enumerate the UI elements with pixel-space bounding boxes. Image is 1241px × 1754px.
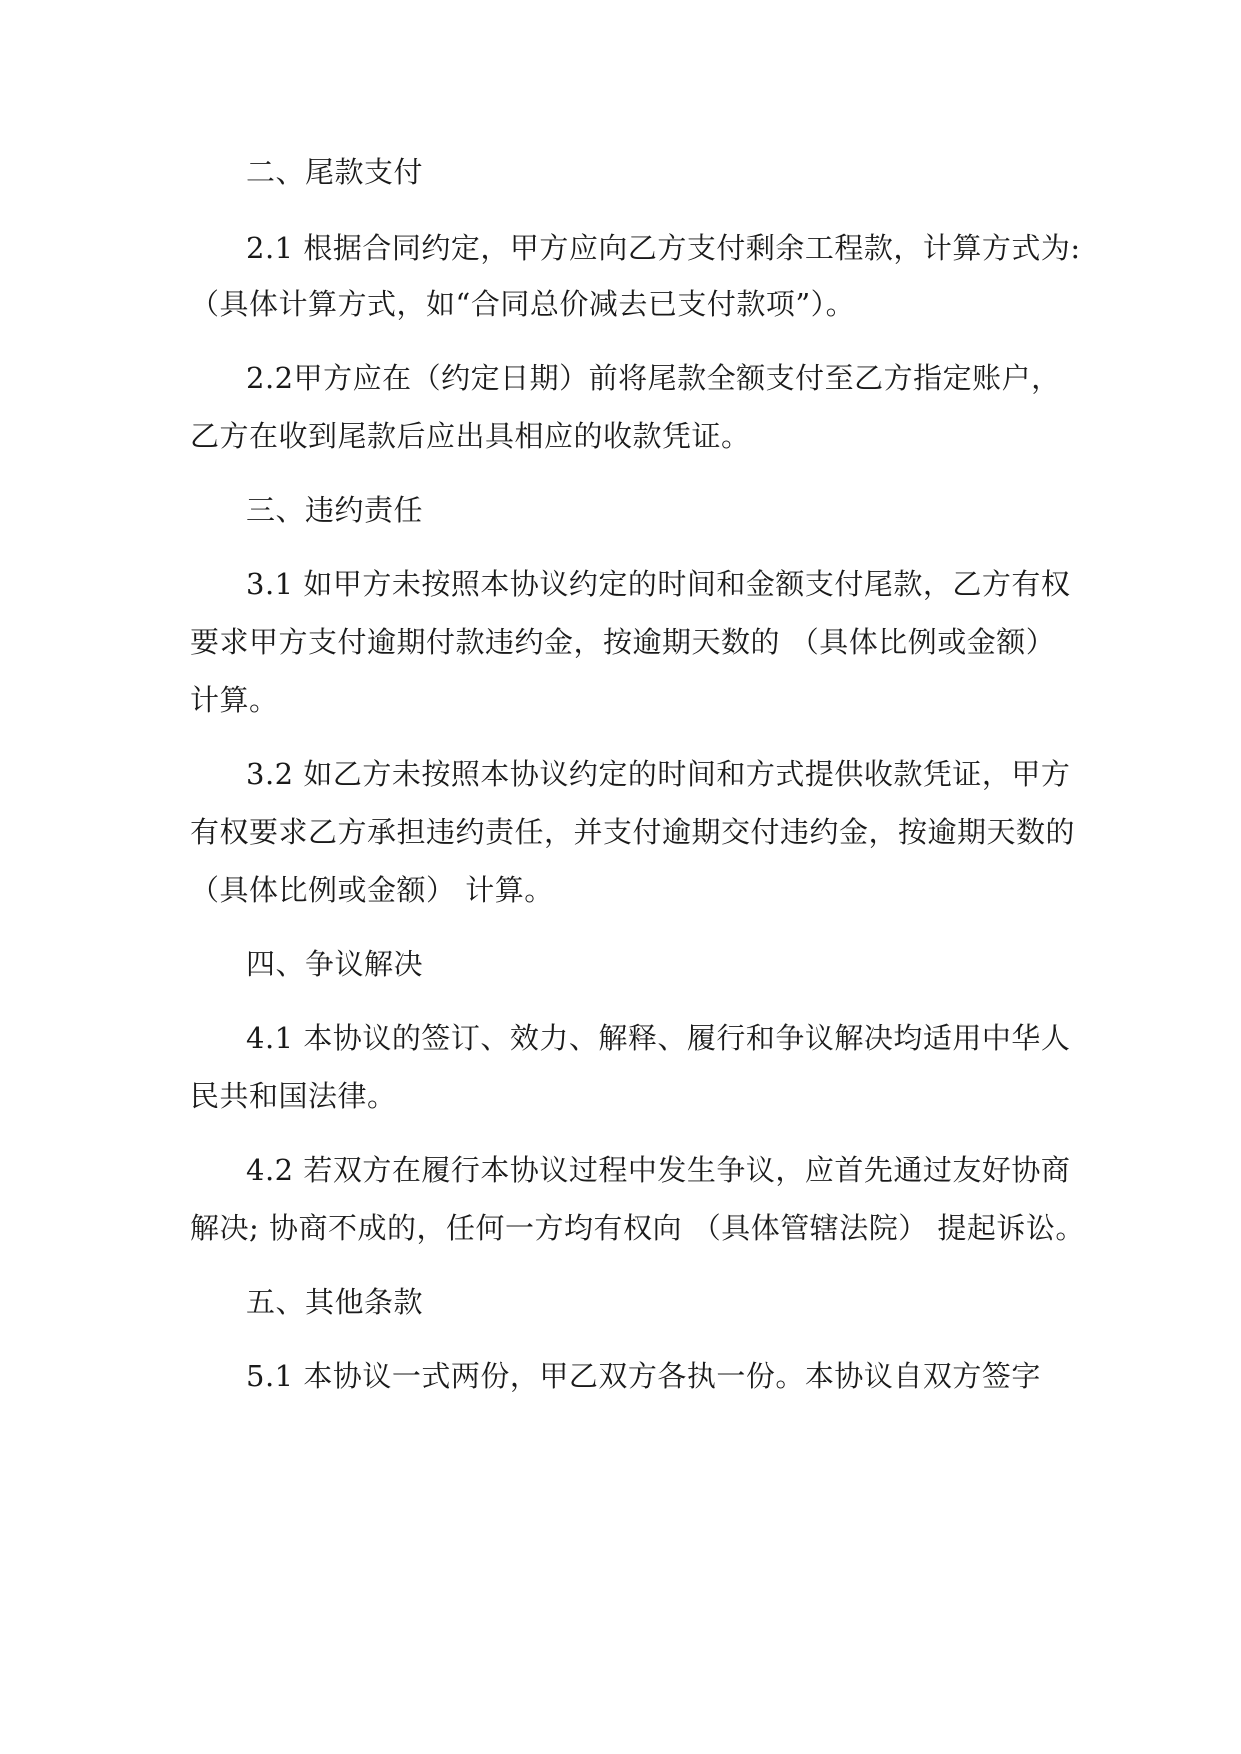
clause-2-1-line-1: 2.1 根据合同约定，甲方应向乙方支付剩余工程款，计算方式为:	[246, 231, 1081, 265]
section-heading-dispute: 四、争议解决	[246, 947, 424, 981]
clause-4-2-line-1: 4.2 若双方在履行本协议过程中发生争议，应首先通过友好协商	[246, 1153, 1071, 1187]
clause-3-1-line-1: 3.1 如甲方未按照本协议约定的时间和金额支付尾款，乙方有权	[246, 567, 1071, 601]
clause-4-2-line-2: 解决; 协商不成的，任何一方均有权向 （具体管辖法院） 提起诉讼。	[190, 1211, 1085, 1245]
clause-3-2-line-2: 有权要求乙方承担违约责任，并支付逾期交付违约金，按逾期天数的	[190, 815, 1076, 849]
clause-3-1-line-2: 要求甲方支付逾期付款违约金，按逾期天数的 （具体比例或金额）	[190, 625, 1056, 659]
section-heading-other: 五、其他条款	[246, 1285, 424, 1319]
clause-4-1-line-1: 4.1 本协议的签订、效力、解释、履行和争议解决均适用中华人	[246, 1021, 1071, 1055]
clause-5-1-line-1: 5.1 本协议一式两份，甲乙双方各执一份。本协议自双方签字	[246, 1359, 1041, 1393]
section-heading-final-payment: 二、尾款支付	[246, 155, 424, 189]
clause-4-1-line-2: 民共和国法律。	[190, 1079, 397, 1113]
clause-2-2-line-2: 乙方在收到尾款后应出具相应的收款凭证。	[190, 419, 751, 453]
clause-3-2-line-3: （具体比例或金额） 计算。	[190, 873, 554, 907]
clause-3-2-line-1: 3.2 如乙方未按照本协议约定的时间和方式提供收款凭证，甲方	[246, 757, 1071, 791]
clause-3-1-line-3: 计算。	[190, 683, 279, 717]
clause-2-2-line-1: 2.2甲方应在（约定日期）前将尾款全额支付至乙方指定账户，	[246, 361, 1061, 395]
section-heading-breach: 三、违约责任	[246, 493, 424, 527]
clause-2-1-line-2: （具体计算方式，如“合同总价减去已支付款项”）。	[190, 287, 856, 321]
